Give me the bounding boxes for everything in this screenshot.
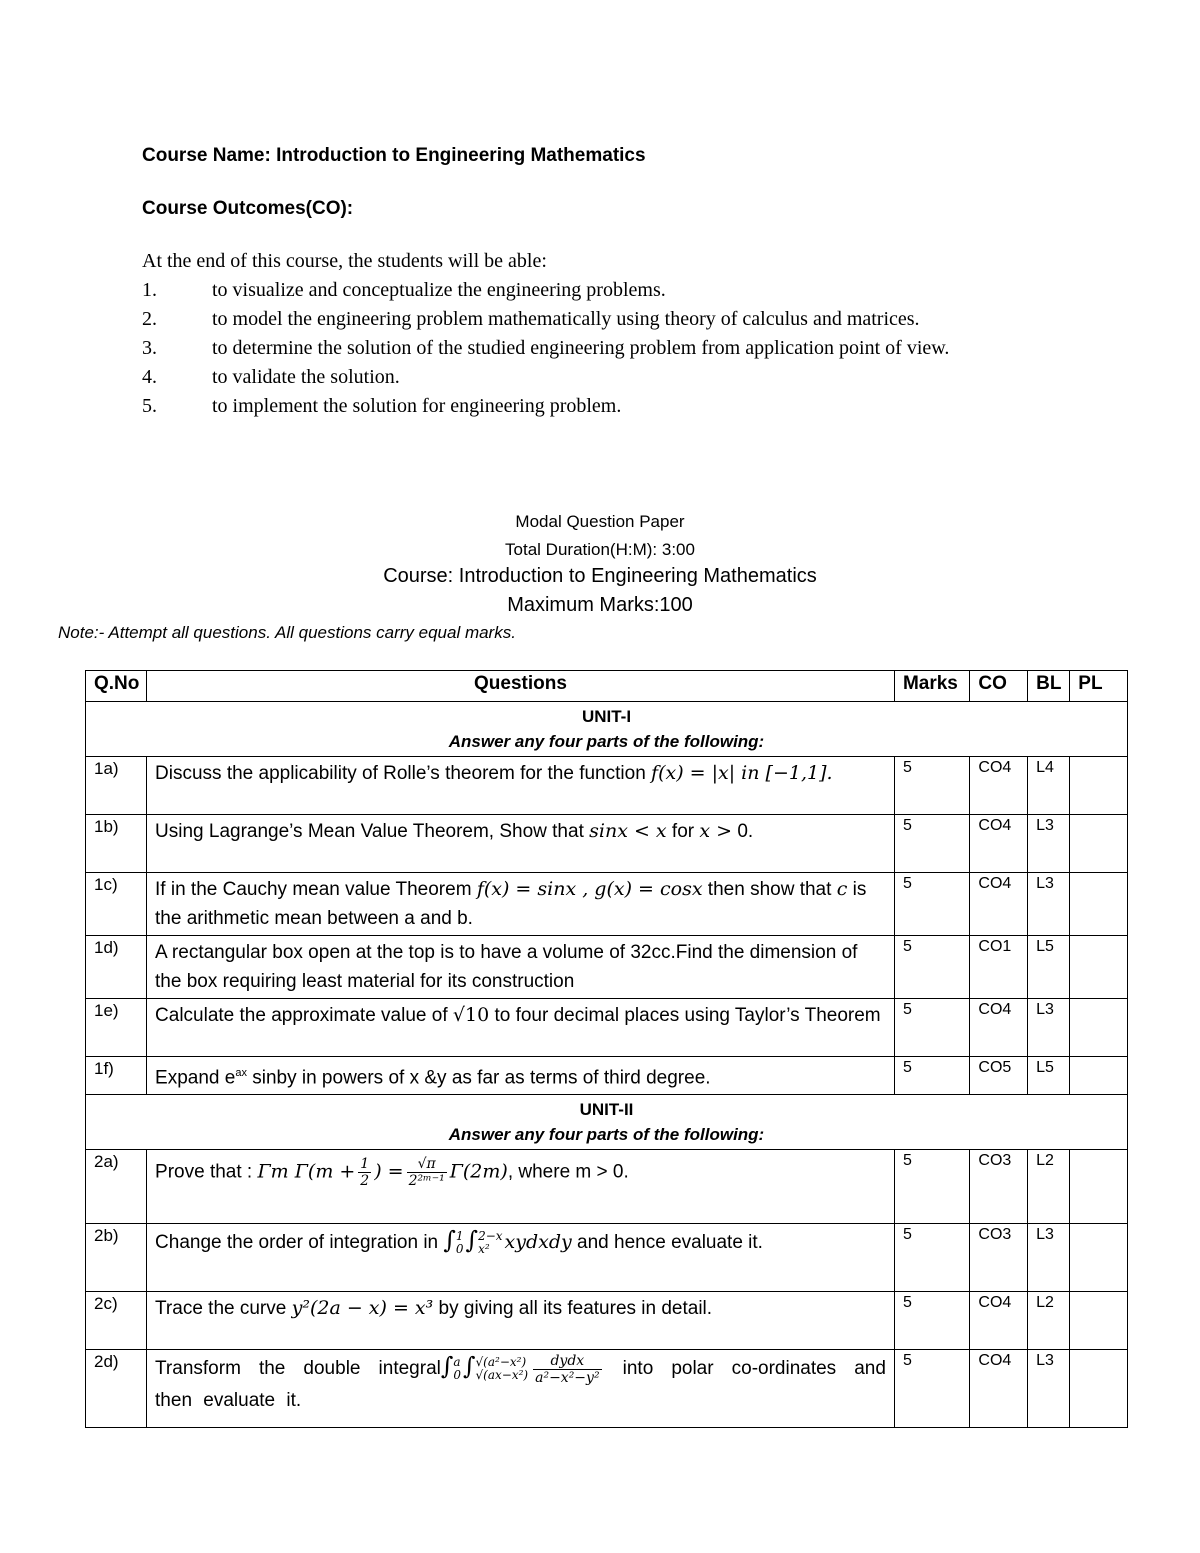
math-expression: √10 bbox=[452, 1004, 490, 1026]
co-cell: CO4 bbox=[970, 1292, 1028, 1350]
pl-cell bbox=[1070, 757, 1128, 815]
question-text-part: Expand e bbox=[155, 1067, 236, 1089]
outcome-text: to visualize and conceptualize the engineering problems. bbox=[212, 279, 666, 301]
question-text bbox=[147, 1057, 895, 1095]
question-text-part: Trace the curve bbox=[155, 1298, 292, 1320]
math-expression: y²(2a − x) = x³ bbox=[291, 1297, 434, 1320]
paper-max-marks: Maximum Marks:100 bbox=[507, 594, 693, 616]
integral-symbol: ∫ bbox=[465, 1226, 479, 1255]
bl-cell: L3 bbox=[1028, 1350, 1070, 1428]
outcomes-intro: At the end of this course, the students will be able: bbox=[142, 250, 547, 272]
math-expression: ) = bbox=[374, 1160, 404, 1183]
fraction bbox=[407, 1156, 447, 1189]
paper-title: Modal Question Paper bbox=[515, 512, 685, 531]
lower-limit: 0 bbox=[455, 1242, 464, 1257]
co-cell: CO4 bbox=[970, 757, 1028, 815]
integral-limits bbox=[478, 1230, 502, 1256]
integral-symbol: ∫ bbox=[443, 1226, 456, 1255]
course-name: Course Name: Introduction to Engineering Mathematics bbox=[142, 145, 646, 166]
integral bbox=[443, 1226, 572, 1257]
upper-limit: √(a²−x²) bbox=[475, 1355, 527, 1370]
marks-cell: 5 bbox=[894, 1350, 969, 1428]
list-item bbox=[142, 334, 1062, 363]
outcome-number: 1. bbox=[142, 279, 157, 301]
question-text-part: Using Lagrange’s Mean Value Theorem, Show that bbox=[155, 821, 590, 842]
integral-limits bbox=[456, 1230, 464, 1256]
table-row bbox=[86, 1350, 1128, 1428]
table-row bbox=[86, 757, 1128, 815]
marks-cell: 5 bbox=[894, 1057, 969, 1095]
header-qno: Q.No bbox=[86, 671, 147, 702]
table-row bbox=[86, 1057, 1128, 1095]
upper-limit: 2−x bbox=[478, 1229, 503, 1244]
upper-limit: 1 bbox=[455, 1229, 464, 1244]
unit-title: UNIT-II bbox=[579, 1100, 634, 1120]
pl-cell bbox=[1070, 1150, 1128, 1224]
marks-cell: 5 bbox=[894, 873, 969, 936]
header-questions: Questions bbox=[147, 671, 895, 702]
unit-instruction: Answer any four parts of the following: bbox=[448, 732, 765, 751]
math-expression: c bbox=[836, 878, 848, 900]
list-item bbox=[142, 305, 1062, 334]
question-text bbox=[147, 815, 895, 873]
unit-header-row bbox=[86, 702, 1128, 757]
header-co: CO bbox=[970, 671, 1028, 702]
unit-instruction: Answer any four parts of the following: bbox=[448, 1125, 765, 1145]
question-text-part: then show that bbox=[702, 879, 837, 900]
marks-cell: 5 bbox=[894, 999, 969, 1057]
question-text-part: into polar co-ordinates and then evaluate it. bbox=[155, 1358, 886, 1411]
question-text-part: Transform the double integral bbox=[155, 1358, 441, 1380]
question-number: 1e) bbox=[86, 999, 147, 1057]
co-cell: CO3 bbox=[970, 1224, 1028, 1292]
co-cell: CO3 bbox=[970, 1150, 1028, 1224]
question-text bbox=[147, 936, 895, 999]
question-number: 2c) bbox=[86, 1292, 147, 1350]
fraction bbox=[533, 1353, 601, 1386]
question-text-part: Calculate the approximate value of bbox=[155, 1005, 453, 1026]
math-expression: sinx < x bbox=[589, 820, 667, 842]
bl-cell: L5 bbox=[1028, 1057, 1070, 1095]
table-header-row bbox=[86, 671, 1128, 702]
question-table bbox=[85, 670, 1128, 1428]
table-row bbox=[86, 815, 1128, 873]
paper-note: Note:- Attempt all questions. All questions carry equal marks. bbox=[58, 623, 516, 642]
question-number: 1a) bbox=[86, 757, 147, 815]
fraction bbox=[358, 1156, 371, 1189]
pl-cell bbox=[1070, 936, 1128, 999]
co-cell: CO4 bbox=[970, 1350, 1028, 1428]
marks-cell: 5 bbox=[894, 1224, 969, 1292]
question-text-part: , where m > 0. bbox=[507, 1161, 629, 1183]
question-text bbox=[147, 873, 895, 936]
question-number: 2d) bbox=[86, 1350, 147, 1428]
question-text-part: and hence evaluate it. bbox=[571, 1232, 763, 1254]
question-text-part: 0. bbox=[732, 821, 754, 842]
question-text bbox=[147, 1224, 895, 1292]
bl-cell: L5 bbox=[1028, 936, 1070, 999]
co-cell: CO1 bbox=[970, 936, 1028, 999]
list-item bbox=[142, 276, 1062, 305]
bl-cell: L3 bbox=[1028, 873, 1070, 936]
integral bbox=[440, 1352, 605, 1386]
question-text bbox=[147, 1350, 895, 1428]
unit-header bbox=[86, 1095, 1128, 1150]
question-text bbox=[147, 757, 895, 815]
pl-cell bbox=[1070, 1350, 1128, 1428]
outcome-number: 4. bbox=[142, 366, 157, 388]
outcomes-list bbox=[142, 276, 1062, 421]
bl-cell: L3 bbox=[1028, 999, 1070, 1057]
lower-limit: √(ax−x²) bbox=[475, 1368, 529, 1383]
lower-limit: x² bbox=[478, 1242, 490, 1257]
question-text-part: is the arithmetic mean between a and b. bbox=[155, 879, 867, 929]
table-row bbox=[86, 1224, 1128, 1292]
fraction-denominator: a²−x²−y² bbox=[535, 1369, 600, 1386]
fraction-denominator: 2²ᵐ⁻¹ bbox=[408, 1173, 445, 1190]
question-text bbox=[147, 1292, 895, 1350]
math-expression: f(x) = sinx , g(x) = cosx bbox=[476, 878, 703, 900]
question-text-part: A rectangular box open at the top is to have a volume of 32cc.Find the dimension of the box requiring least material for its construction bbox=[155, 942, 858, 992]
pl-cell bbox=[1070, 999, 1128, 1057]
unit-title: UNIT-I bbox=[581, 707, 632, 726]
question-text-part: sinby in powers of x &y as far as terms of third degree. bbox=[246, 1067, 711, 1089]
pl-cell bbox=[1070, 873, 1128, 936]
paper-duration: Total Duration(H:M): 3:00 bbox=[505, 540, 695, 559]
paper-course: Course: Introduction to Engineering Mathematics bbox=[383, 565, 817, 587]
marks-cell: 5 bbox=[894, 1292, 969, 1350]
upper-limit: a bbox=[453, 1355, 461, 1370]
co-cell: CO5 bbox=[970, 1057, 1028, 1095]
pl-cell bbox=[1070, 1057, 1128, 1095]
question-text bbox=[147, 1150, 895, 1224]
integral-limits bbox=[453, 1356, 461, 1382]
table-row bbox=[86, 1292, 1128, 1350]
lower-limit: 0 bbox=[453, 1368, 462, 1383]
question-text-part: for bbox=[666, 821, 700, 842]
co-cell: CO4 bbox=[970, 873, 1028, 936]
math-expression: f(x) = |x| in [−1,1]. bbox=[651, 762, 833, 784]
math-expression: x > bbox=[699, 820, 733, 842]
marks-cell: 5 bbox=[894, 815, 969, 873]
bl-cell: L4 bbox=[1028, 757, 1070, 815]
fraction-denominator: 2 bbox=[360, 1173, 370, 1190]
integral-limits bbox=[476, 1356, 529, 1382]
co-cell: CO4 bbox=[970, 815, 1028, 873]
outcome-number: 3. bbox=[142, 337, 157, 359]
outcome-text: to validate the solution. bbox=[212, 366, 400, 388]
bl-cell: L3 bbox=[1028, 815, 1070, 873]
question-text-part: Prove that : bbox=[155, 1161, 258, 1183]
list-item bbox=[142, 363, 1062, 392]
math-expression: xydxdy bbox=[504, 1231, 572, 1254]
question-text-part: Discuss the applicability of Rolle’s theorem for the function bbox=[155, 763, 652, 784]
marks-cell: 5 bbox=[894, 1150, 969, 1224]
unit-header-row bbox=[86, 1095, 1128, 1150]
marks-cell: 5 bbox=[894, 757, 969, 815]
question-text-part: Change the order of integration in bbox=[155, 1232, 444, 1254]
outcome-text: to implement the solution for engineering problem. bbox=[212, 395, 622, 417]
list-item bbox=[142, 392, 1062, 421]
fraction-numerator: √π bbox=[407, 1156, 447, 1173]
math-expression: Γ(2m) bbox=[449, 1160, 508, 1183]
integral-symbol: ∫ bbox=[463, 1352, 476, 1381]
outcome-text: to determine the solution of the studied engineering problem from application point of view. bbox=[212, 337, 950, 359]
question-text-part: to four decimal places using Taylor’s Theorem bbox=[489, 1005, 881, 1026]
co-cell: CO4 bbox=[970, 999, 1028, 1057]
header-pl: PL bbox=[1070, 671, 1128, 702]
marks-cell: 5 bbox=[894, 936, 969, 999]
question-text-part: by giving all its features in detail. bbox=[433, 1298, 713, 1320]
question-number: 2a) bbox=[86, 1150, 147, 1224]
question-number: 1c) bbox=[86, 873, 147, 936]
integral-symbol: ∫ bbox=[440, 1352, 454, 1381]
superscript: ax bbox=[235, 1067, 247, 1079]
header-bl: BL bbox=[1028, 671, 1070, 702]
pl-cell bbox=[1070, 815, 1128, 873]
table-row bbox=[86, 1150, 1128, 1224]
math-expression: Γm Γ(m + bbox=[257, 1160, 356, 1183]
bl-cell: L2 bbox=[1028, 1292, 1070, 1350]
question-text bbox=[147, 999, 895, 1057]
question-number: 1d) bbox=[86, 936, 147, 999]
question-number: 2b) bbox=[86, 1224, 147, 1292]
table-row bbox=[86, 873, 1128, 936]
table-row bbox=[86, 936, 1128, 999]
question-text-part: If in the Cauchy mean value Theorem bbox=[155, 879, 477, 900]
outcome-text: to model the engineering problem mathematically using theory of calculus and matrices. bbox=[212, 308, 920, 330]
course-outcomes-heading: Course Outcomes(CO): bbox=[142, 198, 354, 219]
bl-cell: L3 bbox=[1028, 1224, 1070, 1292]
fraction-numerator: dydx bbox=[533, 1353, 601, 1370]
outcome-number: 5. bbox=[142, 395, 157, 417]
header-marks: Marks bbox=[894, 671, 969, 702]
pl-cell bbox=[1070, 1224, 1128, 1292]
pl-cell bbox=[1070, 1292, 1128, 1350]
question-number: 1f) bbox=[86, 1057, 147, 1095]
question-number: 1b) bbox=[86, 815, 147, 873]
bl-cell: L2 bbox=[1028, 1150, 1070, 1224]
fraction-numerator: 1 bbox=[360, 1156, 370, 1173]
table-row bbox=[86, 999, 1128, 1057]
outcome-number: 2. bbox=[142, 308, 157, 330]
unit-header bbox=[86, 702, 1128, 757]
